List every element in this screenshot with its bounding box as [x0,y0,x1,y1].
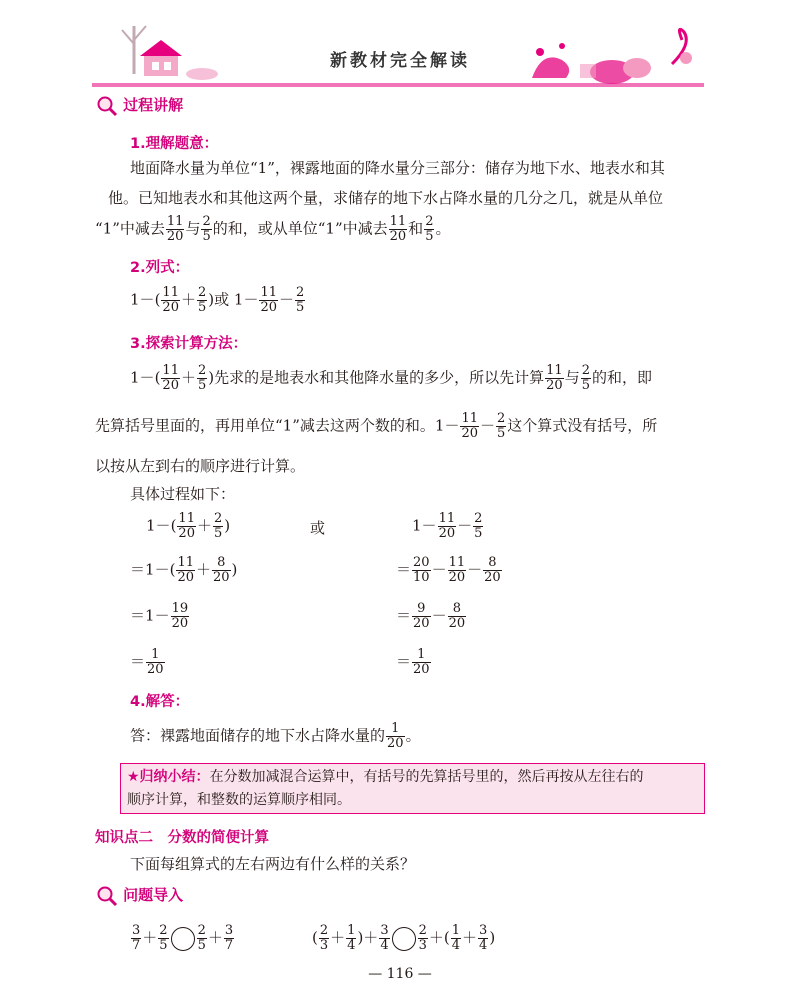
para3-line2: 先算括号里面的，再用单位“1”减去这两个数的和。1－ $\frac{11}{20}$ － $\frac{2}{5}$ 这个算式没有括号，所 [95,411,658,441]
para1-line2: 他。已知地表水和其他这两个量，求储存的地下水占降水量的几分之几，就是从单位 [108,189,664,207]
step-4-label: 4.解答： [130,694,190,710]
header-divider [92,83,704,87]
step-1-label: 1.理解题意： [130,136,219,152]
fraction: $\frac{11}{20}$ [166,214,184,244]
compare-blank[interactable] [392,927,416,951]
section-process-heading [96,94,183,117]
para1-line1: 地面降水量为单位“1”，裸露地面的降水量分三部分：储存为地下水、地表水和其 [130,159,665,177]
calc-right-row3: ＝ $\frac{9}{20}$ － $\frac{8}{20}$ [396,601,466,631]
step-3-label: 3.探索计算方法： [130,336,248,352]
calc-right-row1: 1－ $\frac{11}{20}$ － $\frac{2}{5}$ [412,511,483,541]
para3-line4: 具体过程如下： [130,485,236,503]
or-word: 或 [310,519,326,537]
calc-right-row4: ＝ $\frac{1}{20}$ [396,647,430,677]
magnifier-icon [96,95,118,117]
para3-line3: 以按从左到右的顺序进行计算。 [95,457,306,475]
fraction: $\frac{2}{5}$ [202,214,211,244]
page-number: — 116 — [368,966,432,982]
step-2-label: 2.列式： [130,260,190,276]
section-title: 问题导入 [123,886,184,904]
summary-label: ★归纳小结： [127,769,210,785]
expression-line: 1－( $\frac{11}{20}$ ＋ $\frac{2}{5}$ )或 1－ $\frac{11}{20}$ － $\frac{2}{5}$ [130,285,305,315]
magnifier-icon [96,885,118,907]
para3-line1: 1－( $\frac{11}{20}$ ＋ $\frac{2}{5}$ )先求的是地表水和其他降水量的多少，所以先计算 $\frac{11}{20}$ 与 $\frac{2}{5}$ 的和，即 [130,363,652,393]
calc-left-row4: ＝ $\frac{1}{20}$ [130,647,164,677]
compare-blank[interactable] [171,927,195,951]
section-title: 过程讲解 [123,96,184,114]
question-text: 下面每组算式的左右两边有什么样的关系？ [130,855,416,873]
header-title: 新教材完全解读 [330,51,470,71]
calc-left-row1: 1－( $\frac{11}{20}$ ＋ $\frac{2}{5}$ ) [146,511,231,541]
compare-expression-2: ( $\frac{2}{3}$ ＋ $\frac{1}{4}$ )＋ $\frac{3}{4}$ $\frac{2}{3}$ ＋( $\frac{1}{4}$ ＋ $\frac{3}{4}$ ) [312,923,496,953]
fraction: $\frac{11}{20}$ [389,214,407,244]
section-intro-heading [96,884,183,907]
calc-left-row3: ＝1－ $\frac{19}{20}$ [130,601,189,631]
answer-line: 答：裸露地面储存的地下水占降水量的 $\frac{1}{20}$ 。 [130,721,421,751]
summary-text: ★归纳小结：在分数加减混合运算中，有括号的先算括号里的，然后再按从左往右的 顺序计算，和整数的运算顺序相同。 [127,769,644,808]
compare-expression-1: $\frac{3}{7}$ ＋ $\frac{2}{5}$ $\frac{2}{5}$ ＋ $\frac{3}{7}$ [132,923,234,953]
para1-line3: “1”中减去 $\frac{11}{20}$ 与 $\frac{2}{5}$ 的和，或从单位“1”中减去 $\frac{11}{20}$ 和 $\frac{2}{5}$ 。 [95,214,451,244]
calc-right-row2: ＝ $\frac{20}{10}$ － $\frac{11}{20}$ － $\frac{8}{20}$ [396,555,501,585]
fraction: $\frac{2}{5}$ [425,214,434,244]
calc-left-row2: ＝1－( $\frac{11}{20}$ ＋ $\frac{8}{20}$ ) [130,555,238,585]
knowledge-point-title: 知识点二 分数的简便计算 [95,830,269,846]
